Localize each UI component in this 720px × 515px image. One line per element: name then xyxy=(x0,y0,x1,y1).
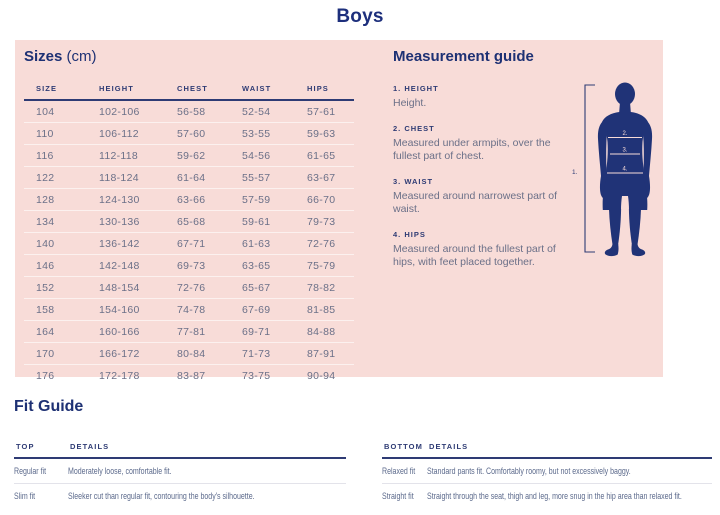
sizes-table-cell: 73-75 xyxy=(230,365,295,387)
fit-cell-text: Sleeker cut than regular fit, contouring the body's silhouette. xyxy=(68,491,255,502)
fit-name-cell xyxy=(382,491,427,502)
fit-table-header-row xyxy=(382,440,712,459)
sizes-table-cell: 164 xyxy=(24,321,87,343)
fit-details-cell xyxy=(68,466,346,477)
sizes-table-cell: 66-70 xyxy=(295,189,354,211)
fit-name-cell xyxy=(382,466,427,477)
fit-table-column-header: DETAILS xyxy=(70,442,110,451)
sizes-table-cell: 63-67 xyxy=(295,167,354,189)
sizes-table-cell: 116 xyxy=(24,145,87,167)
measurement-guide-item-label: 3. WAIST xyxy=(393,177,434,186)
sizes-table-cell: 128 xyxy=(24,189,87,211)
measurement-guide-item-description: Measured around narrowest part of waist. xyxy=(393,190,558,215)
page-title: Boys xyxy=(336,6,384,27)
fit-cell-text: Regular fit xyxy=(14,466,47,477)
fit-cell-text: Moderately loose, comfortable fit. xyxy=(68,466,172,477)
fit-table-row xyxy=(14,484,346,508)
sizes-table-cell: 102-106 xyxy=(99,105,140,118)
fit-table-column-header: DETAILS xyxy=(429,442,469,451)
sizes-heading xyxy=(24,48,97,65)
sizes-table-cell: 61-63 xyxy=(230,233,295,255)
fit-cell-text: Slim fit xyxy=(14,491,36,502)
fit-table-top xyxy=(14,440,346,508)
sizes-table-cell: 57-60 xyxy=(165,123,230,145)
sizes-column-header: HEIGHT xyxy=(87,84,165,100)
sizes-table-row xyxy=(24,211,354,233)
sizes-table-cell: 154-160 xyxy=(87,299,165,321)
fit-table-header-row xyxy=(14,440,346,459)
sizes-table-cell: 122 xyxy=(24,167,87,189)
sizes-table-cell: 65-67 xyxy=(230,277,295,299)
sizes-column-header: WAIST xyxy=(230,84,295,100)
sizes-table-cell: 57-59 xyxy=(230,189,295,211)
height-bracket-line xyxy=(585,85,595,252)
sizes-table xyxy=(24,84,354,386)
sizes-table-cell: 80-84 xyxy=(165,343,230,365)
measurement-guide-item xyxy=(393,124,583,163)
sizes-table-row xyxy=(24,299,354,321)
sizes-table-cell: 72-76 xyxy=(295,233,354,255)
sizes-table-cell: 170 xyxy=(24,343,87,365)
sizes-table-cell: 87-91 xyxy=(295,343,354,365)
measurement-guide-item-label: 2. CHEST xyxy=(393,124,435,133)
figure-label-chest: 2. xyxy=(622,131,628,137)
measurement-guide-items xyxy=(393,84,583,283)
sizes-table-cell: 130-136 xyxy=(87,211,165,233)
sizes-table-cell: 69-71 xyxy=(230,321,295,343)
sizes-table-cell: 59-63 xyxy=(295,123,354,145)
sizes-table-cell: 124-130 xyxy=(87,189,165,211)
figure-label-height: 1. xyxy=(572,169,578,176)
sizes-table-cell: 56-58 xyxy=(177,105,206,118)
fit-table-row xyxy=(382,459,712,484)
sizes-table-cell: 59-62 xyxy=(165,145,230,167)
sizes-table-cell: 110 xyxy=(24,123,87,145)
sizes-table-row xyxy=(24,167,354,189)
sizes-table-cell: 55-57 xyxy=(230,167,295,189)
sizes-table-cell: 176 xyxy=(24,365,87,387)
measurement-guide-item xyxy=(393,84,583,110)
fit-table-row xyxy=(14,459,346,484)
measurement-guide-item-label: 4. HIPS xyxy=(393,230,426,239)
sizes-table-cell: 140 xyxy=(24,233,87,255)
sizes-table-head-row xyxy=(24,84,354,100)
sizes-table-cell: 148-154 xyxy=(87,277,165,299)
fit-table-column-header: TOP xyxy=(16,442,35,451)
sizes-table-cell: 59-61 xyxy=(230,211,295,233)
fit-table-row xyxy=(382,484,712,508)
sizes-table-cell: 106-112 xyxy=(87,123,165,145)
sizes-table-row xyxy=(24,233,354,255)
sizes-table-cell: 61-65 xyxy=(295,145,354,167)
sizes-table-cell: 65-68 xyxy=(165,211,230,233)
figure-label-hips: 4. xyxy=(622,166,628,173)
sizes-table-cell: 57-61 xyxy=(307,105,336,118)
sizes-table-cell: 81-85 xyxy=(295,299,354,321)
fit-details-cell xyxy=(427,491,712,502)
fit-cell-text: Standard pants fit. Comfortably roomy, but not excessively baggy. xyxy=(427,466,631,477)
sizes-table-row xyxy=(24,255,354,277)
sizes-table-cell: 172-178 xyxy=(87,365,165,387)
sizes-table-cell: 160-166 xyxy=(87,321,165,343)
sizes-column-header: SIZE xyxy=(24,84,87,100)
fit-cell-text: Relaxed fit xyxy=(382,466,416,477)
sizes-table-cell: 78-82 xyxy=(295,277,354,299)
sizes-table-row xyxy=(24,277,354,299)
sizes-table-cell: 118-124 xyxy=(87,167,165,189)
sizes-table-cell: 134 xyxy=(24,211,87,233)
measurement-guide-item-description: Measured around the fullest part of hips, with feet placed together. xyxy=(393,243,556,268)
sizes-table-cell: 52-54 xyxy=(242,105,271,118)
sizes-table-cell: 72-76 xyxy=(165,277,230,299)
boy-silhouette-figure xyxy=(571,80,668,270)
sizes-table-cell: 90-94 xyxy=(295,365,354,387)
measurement-guide-item xyxy=(393,230,583,269)
sizes-column-header: HIPS xyxy=(295,84,354,100)
measurement-guide-item-description: Height. xyxy=(393,97,427,109)
fit-guide-heading: Fit Guide xyxy=(14,398,84,415)
sizes-table-cell: 69-73 xyxy=(165,255,230,277)
sizes-table-row xyxy=(24,365,354,387)
sizes-column-header: CHEST xyxy=(165,84,230,100)
figure-label-waist: 3. xyxy=(622,147,628,154)
sizes-table-cell: 75-79 xyxy=(295,255,354,277)
sizes-table-cell: 166-172 xyxy=(87,343,165,365)
sizes-table-cell: 77-81 xyxy=(165,321,230,343)
sizes-table-cell: 54-56 xyxy=(230,145,295,167)
sizes-table-cell: 74-78 xyxy=(165,299,230,321)
sizes-table-body xyxy=(24,100,354,386)
fit-name-cell xyxy=(14,466,68,477)
sizes-table-cell: 63-65 xyxy=(230,255,295,277)
sizes-table-cell: 136-142 xyxy=(87,233,165,255)
fit-name-cell xyxy=(14,491,68,502)
sizes-table-cell: 71-73 xyxy=(230,343,295,365)
sizes-table-cell: 67-71 xyxy=(165,233,230,255)
fit-details-cell xyxy=(427,466,712,477)
fit-cell-text: Straight through the seat, thigh and leg, more snug in the hip area than relaxed fit. xyxy=(427,491,682,502)
sizes-table-row xyxy=(24,123,354,145)
fit-table-column-header: BOTTOM xyxy=(384,442,423,451)
sizes-table-cell: 142-148 xyxy=(87,255,165,277)
sizes-table-cell: 53-55 xyxy=(230,123,295,145)
sizes-table-cell: 83-87 xyxy=(165,365,230,387)
sizes-table-row xyxy=(24,189,354,211)
measurement-guide-heading: Measurement guide xyxy=(393,48,534,65)
sizes-heading-label: Sizes xyxy=(24,48,63,65)
measurement-guide-item xyxy=(393,177,583,216)
sizes-table-cell: 84-88 xyxy=(295,321,354,343)
sizes-table-cell: 158 xyxy=(24,299,87,321)
sizes-table-row xyxy=(24,343,354,365)
sizes-table-cell: 61-64 xyxy=(165,167,230,189)
sizes-table-cell: 146 xyxy=(24,255,87,277)
fit-cell-text: Straight fit xyxy=(382,491,414,502)
sizes-table-row xyxy=(24,321,354,343)
measurement-guide-item-label: 1. HEIGHT xyxy=(393,84,439,93)
sizes-table-cell: 104 xyxy=(36,105,55,118)
sizes-table-row xyxy=(24,145,354,167)
size-chart-panel xyxy=(15,40,663,382)
sizes-table-cell: 79-73 xyxy=(295,211,354,233)
measurement-guide-item-description: Measured under armpits, over the fullest part of chest. xyxy=(393,137,551,162)
sizes-table-cell: 112-118 xyxy=(87,145,165,167)
sizes-table-cell: 152 xyxy=(24,277,87,299)
fit-details-cell xyxy=(68,491,346,502)
sizes-table-row xyxy=(24,100,354,123)
sizes-table-cell: 67-69 xyxy=(230,299,295,321)
fit-table-bottom xyxy=(382,440,712,508)
sizes-table-cell: 63-66 xyxy=(165,189,230,211)
sizes-heading-unit: (cm) xyxy=(66,48,97,65)
